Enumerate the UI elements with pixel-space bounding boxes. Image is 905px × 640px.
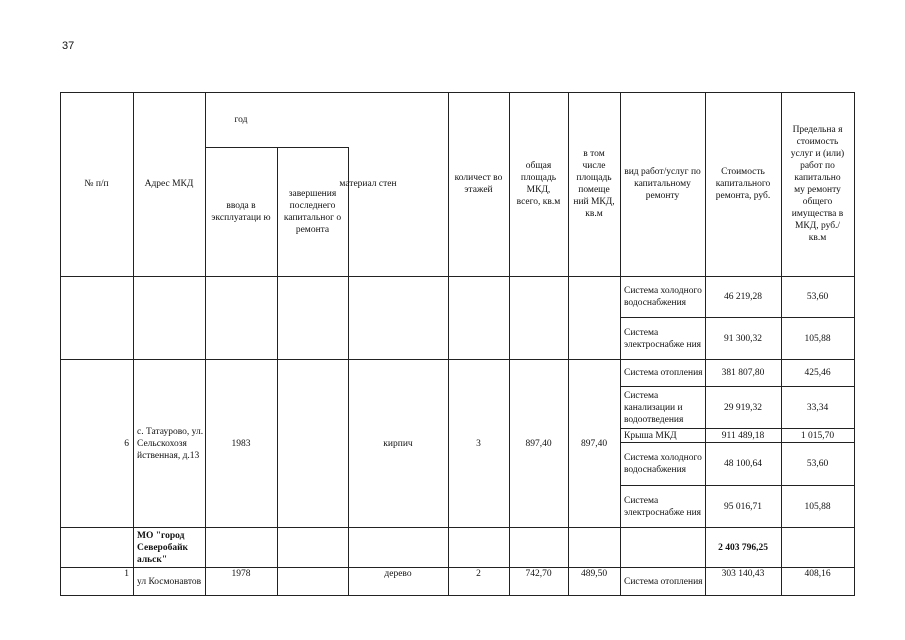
work-type-cell: Система электроснабже ния — [624, 495, 702, 518]
premises-area-cell: 489,50 — [580, 569, 608, 579]
cost-cell: 95 016,71 — [724, 501, 762, 512]
work-type-cell: Система холодного водоснабжения — [624, 286, 702, 308]
cost-cell: 303 140,43 — [721, 569, 765, 579]
premises-area-cell: 897,40 — [580, 438, 608, 449]
address-cell: с. Татаурово, ул. Сельскохозя йственная, д.13 — [137, 426, 204, 461]
work-type-cell: Система канализации и водоотведения — [624, 390, 684, 425]
limit-cell: 33,34 — [806, 402, 829, 413]
cost-cell: 91 300,32 — [724, 333, 762, 344]
header-limit-cost: Предельна я стоимость услуг и (или) работ по капитально му ремонту общего имущества в МКД, руб./кв.м — [790, 125, 845, 243]
work-type-cell: Система электроснабже ния — [624, 327, 702, 350]
total-area-cell: 742,70 — [525, 569, 552, 579]
limit-cell: 1 015,70 — [800, 430, 835, 441]
header-year-last-repair: завершения последнего капитальног о ремонта — [283, 188, 342, 235]
limit-cell: 425,46 — [804, 368, 831, 378]
work-type-cell: Система отопления — [624, 368, 703, 378]
address-cell: ул Космонавтов — [137, 576, 202, 587]
limit-cell: 105,88 — [804, 501, 831, 512]
header-year: год — [234, 114, 248, 125]
wall-material-cell: кирпич — [383, 438, 413, 449]
row-number: 1 — [124, 569, 129, 579]
cost-cell: 381 807,80 — [721, 368, 765, 378]
header-work-type: вид работ/услуг по капитальному ремонту — [624, 167, 701, 201]
wall-material-cell: дерево — [384, 569, 412, 579]
row-number: 6 — [124, 438, 129, 449]
limit-cell: 53,60 — [806, 292, 829, 302]
cost-cell: 29 919,32 — [724, 402, 762, 413]
header-premises-area: в том числе площадь помеще ний МКД, кв.м — [573, 149, 615, 219]
header-total-area: общая площадь МКД, всего, кв.м — [516, 161, 561, 207]
work-type-cell: Система холодного водоснабжения — [624, 453, 702, 475]
total-area-cell: 897,40 — [525, 438, 552, 449]
header-num: № п/п — [84, 179, 109, 189]
header-cost: Стоимость капитального ремонта, руб. — [715, 167, 771, 201]
limit-cell: 408,16 — [804, 569, 831, 579]
municipality-total: 2 403 796,25 — [718, 542, 768, 553]
cost-cell: 46 219,28 — [724, 292, 762, 302]
cost-cell: 48 100,64 — [724, 459, 762, 469]
year-cell: 1983 — [231, 438, 251, 449]
limit-cell: 105,88 — [804, 333, 831, 344]
page-number: 37 — [62, 40, 75, 52]
floors-cell: 3 — [476, 438, 481, 449]
header-year-commission: ввода в эксплуатаци ю — [211, 200, 271, 223]
floors-cell: 2 — [476, 569, 481, 579]
year-cell: 1978 — [231, 569, 251, 579]
municipality-name: МО "город Северобайк альск" — [137, 530, 189, 565]
cost-cell: 911 489,18 — [721, 430, 765, 441]
header-floors: количест во этажей — [454, 173, 503, 195]
header-address: Адрес МКД — [144, 179, 194, 189]
limit-cell: 53,60 — [806, 459, 829, 469]
work-type-cell: Крыша МКД — [624, 430, 677, 441]
work-type-cell: Система отопления — [624, 576, 703, 587]
header-wall-material: материал стен — [339, 179, 397, 189]
